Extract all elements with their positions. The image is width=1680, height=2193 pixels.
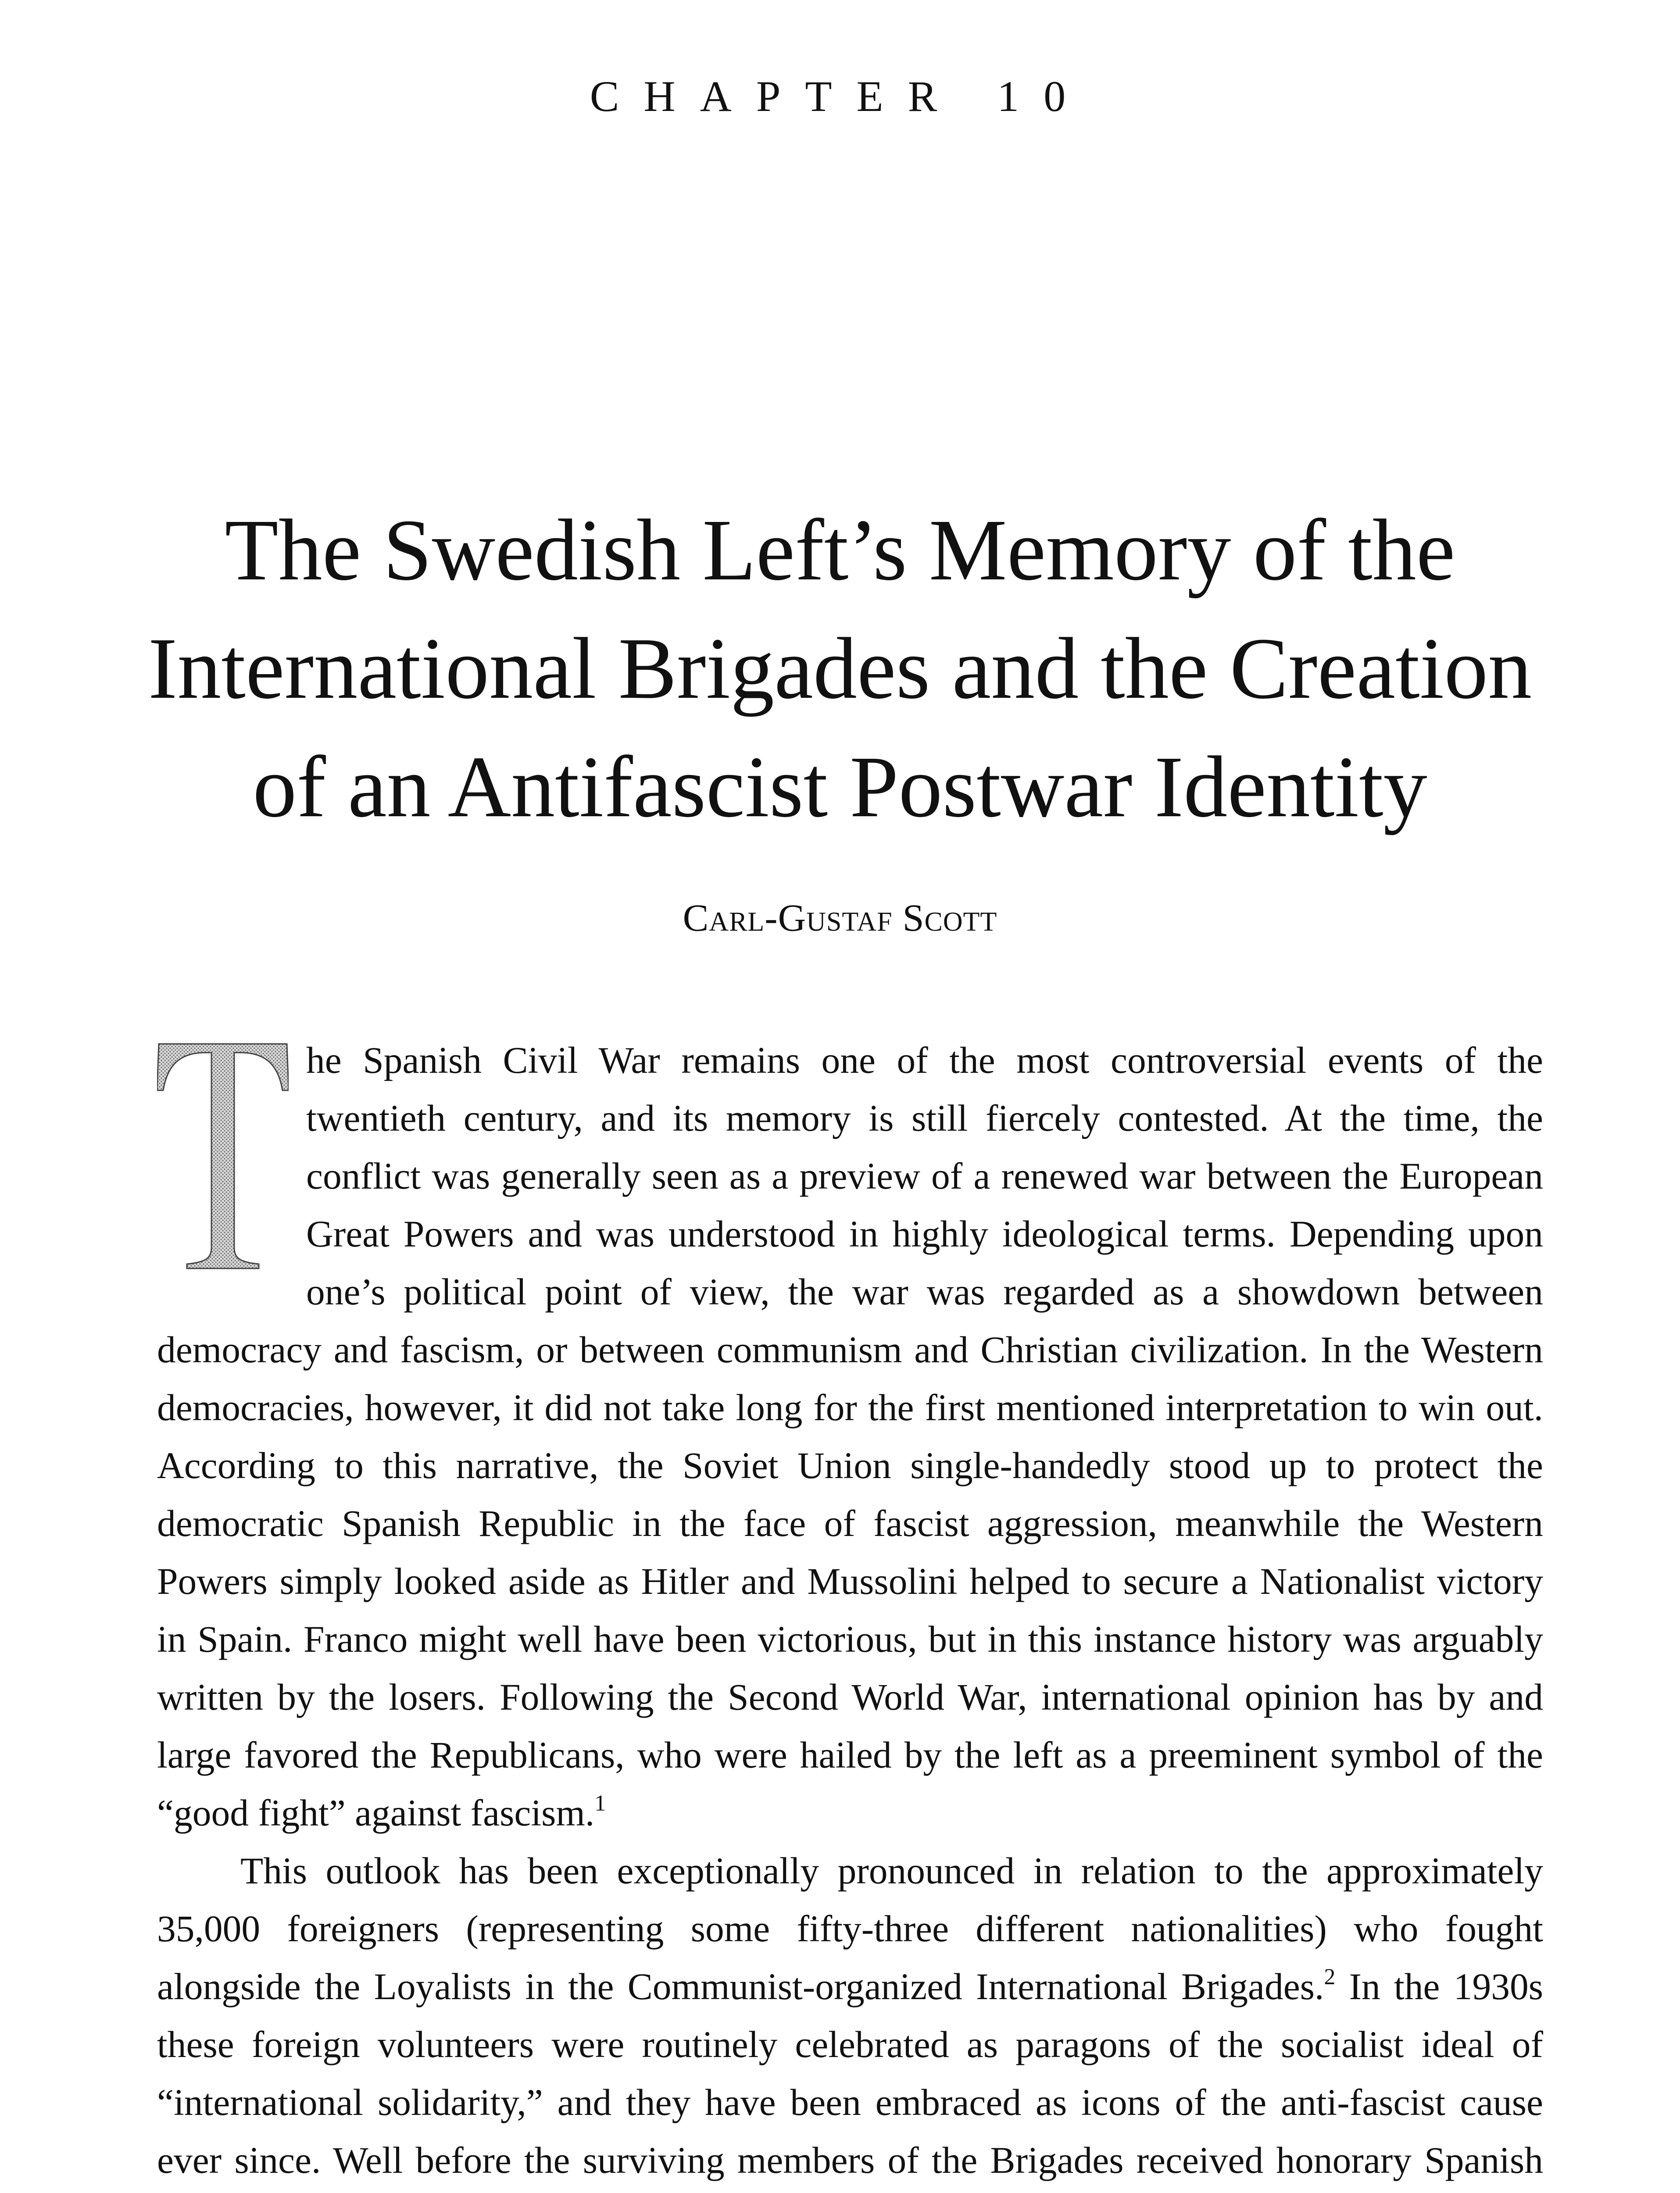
body-text <box>157 1032 1543 2193</box>
author-name: Carl-Gustaf Scott <box>683 897 997 939</box>
chapter-title-line-1: The Swedish Left’s Memory of the <box>225 502 1455 599</box>
drop-cap-letter-graphic <box>157 1042 289 1270</box>
paragraph-1-text: he Spanish Civil War remains one of the most controversial events of the twentieth century, and its memory is still fiercely contested. At the time, the conflict was generally seen as a preview of a renewed war between the European Great Powers and was understood in highly ideological terms. Depending upon one’s political point of view, the war was regarded as a showdown between democracy and fascism, or between communism and Christian civilization. In the Western democracies, however, it did not take long for the first mentioned interpretation to win out. According to this narrative, the Soviet Union single-handedly stood up to protect the democratic Spanish Republic in the face of fascist aggression, meanwhile the Western Powers simply looked aside as Hitler and Mussolini helped to secure a Nationalist victory in Spain. Franco might well have been victorious, but in this instance history was arguably written by the losers. Following the Second World War, international opinion has by and large favored the Republicans, who were hailed by the left as a preeminent symbol of the “good fight” against fascism. <box>157 1040 1543 1834</box>
paragraph-1 <box>157 1032 1543 1842</box>
chapter-title-line-3: of an Antifascist Postwar Identity <box>253 739 1427 836</box>
drop-cap <box>157 1042 289 1270</box>
footnote-ref-1[interactable]: 1 <box>594 1791 606 1816</box>
footnote-ref-2[interactable]: 2 <box>1324 1964 1336 1989</box>
paragraph-2-text-b: In the 1930s these foreign volunteers were routinely celebrated as paragons of the socialist ideal of “international solidarity,” and they have been embraced as icons of the anti-fascist cause ever since. Well before the surviving members of the Brigades received honorary Spanish <box>157 1966 1543 2181</box>
chapter-heading: CHAPTER 10 <box>590 72 1090 121</box>
paragraph-2-text-a: This outlook has been exceptionally pronounced in relation to the approximately 35,000 foreigners (representing some fifty-three different nationalities) who fought alongside the Loyalists in the Communist-organized International Brigades. <box>157 1850 1543 2007</box>
chapter-title <box>88 491 1592 846</box>
chapter-title-line-2: International Brigades and the Creation <box>148 620 1532 717</box>
paragraph-2 <box>157 1842 1543 2193</box>
